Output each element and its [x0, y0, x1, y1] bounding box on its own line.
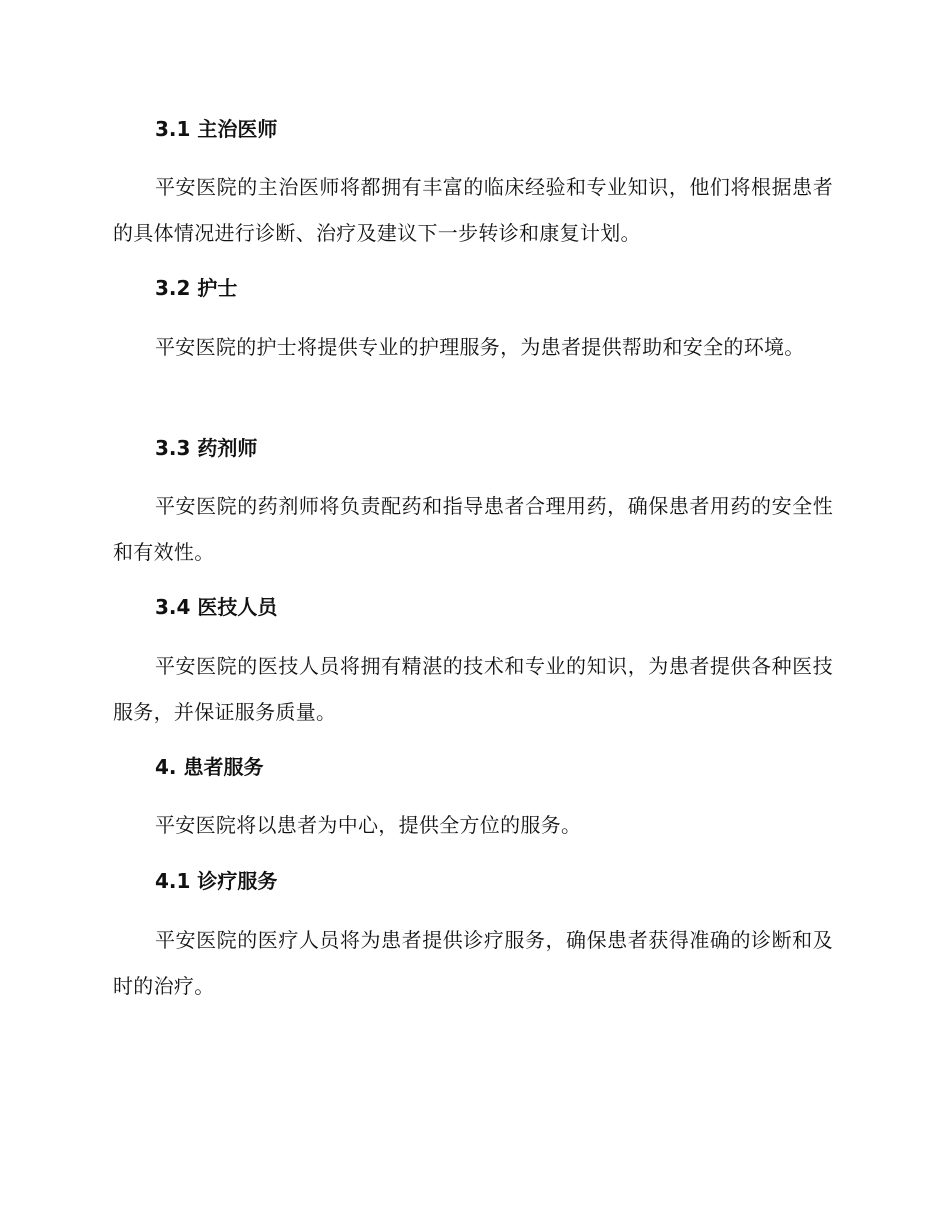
section-paragraph-4-1: 平安医院的医疗人员将为患者提供诊疗服务，确保患者获得准确的诊断和及时的治疗。	[113, 928, 833, 998]
section-paragraph-3-3: 平安医院的药剂师将负责配药和指导患者合理用药，确保患者用药的安全性和有效性。	[113, 494, 833, 564]
section-heading-4-1: 4.1 诊疗服务	[155, 869, 278, 893]
section-heading-3-2: 3.2 护士	[155, 276, 238, 300]
section-paragraph-3-4: 平安医院的医技人员将拥有精湛的技术和专业的知识，为患者提供各种医技服务，并保证服务质量。	[113, 654, 833, 724]
section-heading-3-3: 3.3 药剂师	[155, 436, 258, 460]
section-paragraph-3-1: 平安医院的主治医师将都拥有丰富的临床经验和专业知识，他们将根据患者的具体情况进行诊断、治疗及建议下一步转诊和康复计划。	[113, 175, 833, 245]
section-heading-3-1: 3.1 主治医师	[155, 117, 278, 141]
section-heading-3-4: 3.4 医技人员	[155, 595, 278, 619]
section-paragraph-3-2: 平安医院的护士将提供专业的护理服务，为患者提供帮助和安全的环境。	[155, 335, 805, 359]
section-paragraph-4: 平安医院将以患者为中心，提供全方位的服务。	[155, 813, 582, 837]
section-heading-4: 4. 患者服务	[155, 755, 264, 779]
